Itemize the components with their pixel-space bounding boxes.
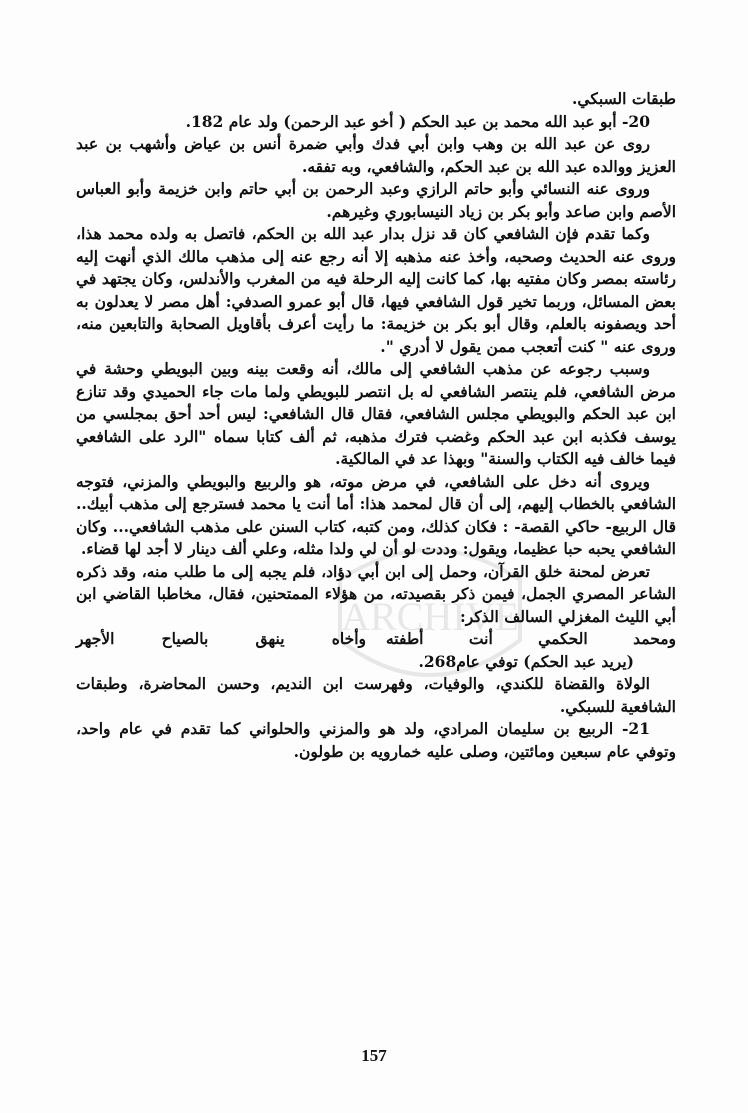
poem-verse (76, 628, 676, 651)
page-body (76, 88, 676, 763)
watermark-text: ARCHIVE (341, 594, 519, 639)
paragraph-reason-return: وسبب رجوعه عن مذهب الشافعي إلى مالك، أنه وقعت بينه وبين البويطي وحشة في مرض الشافعي، فلم ينتصر الشافعي له بل انتصر للبويطي ولما مات جاء الحميدي وقد تنازع ابن عبد الحكم والبويطي مجلس الشافعي، فقال قال الشافعي: ليس أحد أحق بمجلسي من يوسف فكذبه ابن عبد الحكم وغضب فترك مذهبه، ثم ألف كتابا سماه "الرد على الشافعي فيما خالف فيه الكتاب والسنة" وبهذا عد في المالكية. (76, 359, 676, 468)
verse-hemistich-second: وأخاه ينهق بالصياح الأجهر (76, 629, 366, 648)
sources-list: الولاة والقضاة للكندي، والوفيات، وفهرست ابن النديم، وحسن المحاضرة، وطبقات الشافعية للسبكي. (76, 674, 676, 716)
entry-heading-21: 21- الربيع بن سليمان المرادي، ولد هو والمزني والحلواني كما تقدم في عام واحد، وتوفي عام سبعين ومائتين، وصلى عليه خمارويه بن طولون. (76, 719, 676, 761)
entry-heading-20: 20- أبو عبد الله محمد بن عبد الحكم ( أخو عبد الرحمن) ولد عام 182. (185, 111, 650, 131)
paragraph-narrators-to: وروى عنه النسائي وأبو حاتم الرازي وعبد الرحمن بن أبي حاتم وابن خزيمة وأبو العباس الأصم وابن صاعد وأبو بكر بن زياد النيسابوري وغيرهم. (76, 179, 676, 221)
verse-hemistich-first: ومحمد الحكمي أنت أطفته (386, 629, 676, 648)
paragraph-biography: وكما تقدم فإن الشافعي كان قد نزل بدار عبد الله بن الحكم، فاتصل به ولده محمد هذا، وروى عنه الحديث وصحبه، وأخذ عنه مذهبه إلا أنه رجع عنه إلى مذهب مالك الذي أنهت إليه رئاسته بمصر وكان مفتيه بها، كما كانت إليه الرحلة فيه من المغرب والأندلس، وكان يجتهد في بعض المسائل، وربما تخير قول الشافعي فيها، قال أبو عمرو الصدفي: أهل مصر لا يعدلون به أحد ويصفونه بالعلم، وقال أبو بكر بن خزيمة: ما رأيت أعرف بأقاويل الصحابة والتابعين منه، وروى عنه " كنت أتعجب ممن يقول لا أدري ". (76, 224, 676, 356)
paragraph-death-visit: ويروى أنه دخل على الشافعي، في مرض موته، هو والربيع والبويطي والمزني، فتوجه الشافعي بالخطاب إليهم، إلى أن قال لمحمد هذا: أما أنت يا محمد فسترجع إلى مذهب أبيك.. قال الربيع- حاكي القصة- : فكان كذلك، ومن كتبه، كتاب السنن على مذهب الشافعي... وكان الشافعي يحبه حبا عظيما، ويقول: وددت لو أن لي ولدا مثله، وعلي ألف دينار لا أجد لها قضاء. (76, 471, 676, 558)
paragraph-narrators-from: روى عن عبد الله بن وهب وابن أبي فدك وأبي ضمرة أنس بن عياض وأشهب بن عبد العزيز ووالده عبد الله بن عبد الحكم، والشافعي، وبه تفقه. (76, 134, 676, 176)
page-number: 157 (361, 1046, 387, 1065)
paragraph-mihna: تعرض لمحنة خلق القرآن، وحمل إلى ابن أبي دؤاد، فلم يجبه إلى ما طلب منه، وقد ذكره الشاعر المصري الجمل، فيمن ذكر بقصيدته، من هؤلاء الممتحنين، فقال، مخاطبا القاضي ابن أبي الليث المغزلي السالف الذكر: (76, 561, 676, 626)
text-line-1: طبقات السبكي. (572, 89, 676, 108)
death-note: (يريد عبد الحكم) توفي عام268. (418, 651, 634, 671)
